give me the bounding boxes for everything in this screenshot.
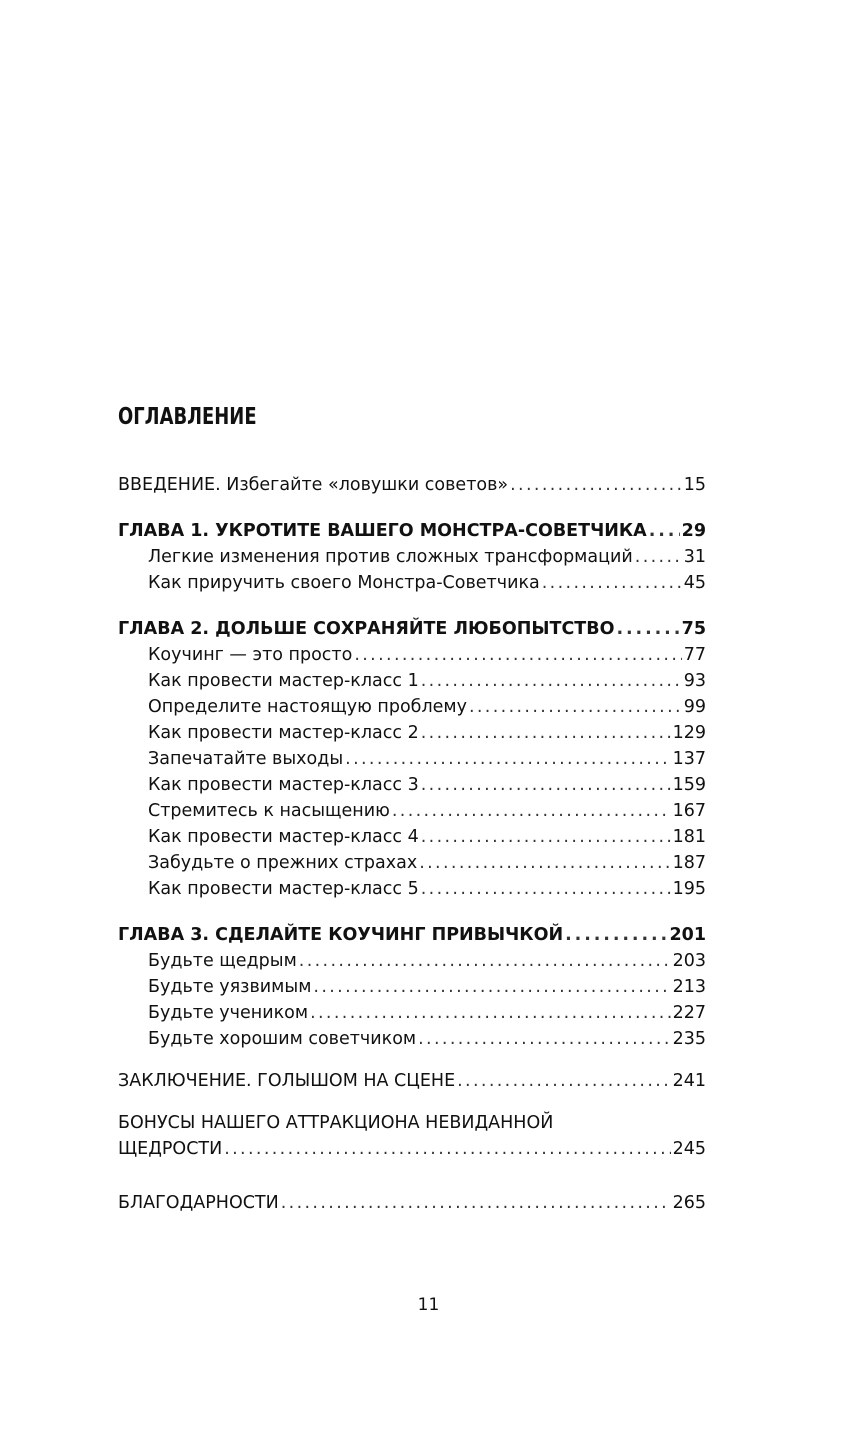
toc-item-title: Будьте уязвимым: [148, 977, 312, 997]
leader-dots: [354, 642, 681, 668]
toc-item-page: 137: [672, 749, 706, 769]
toc-item-page: 227: [672, 1003, 706, 1023]
toc-item-page: 159: [672, 775, 706, 795]
toc-entry-bonuses[interactable]: [118, 1110, 706, 1162]
leader-dots: [469, 694, 682, 720]
toc-item-page: 195: [672, 879, 706, 899]
leader-dots: [418, 1026, 670, 1052]
toc-entry-page: 241: [672, 1071, 706, 1091]
toc-item-title: Как провести мастер-класс 3: [148, 775, 419, 795]
toc-item-title: Как провести мастер-класс 5: [148, 879, 419, 899]
toc-item-title: Будьте щедрым: [148, 951, 297, 971]
table-of-contents: [118, 472, 706, 1216]
toc-item-title: Стремитесь к насыщению: [148, 801, 390, 821]
leader-dots: [421, 824, 671, 850]
leader-dots: [421, 772, 671, 798]
leader-dots: [313, 974, 670, 1000]
leader-dots: [345, 746, 670, 772]
toc-item-page: 181: [672, 827, 706, 847]
leader-dots: [310, 1000, 671, 1026]
toc-item-page: 129: [672, 723, 706, 743]
leader-dots: [392, 798, 671, 824]
toc-chapter-2[interactable]: [118, 616, 706, 642]
leader-dots: [421, 668, 682, 694]
toc-item-title: Запечатайте выходы: [148, 749, 344, 769]
toc-item[interactable]: [118, 720, 706, 746]
toc-chapter-3[interactable]: [118, 922, 706, 948]
toc-item-title: Как провести мастер-класс 2: [148, 723, 419, 743]
leader-dots: [421, 720, 671, 746]
leader-dots: [419, 850, 670, 876]
toc-item-page: 99: [683, 697, 706, 717]
toc-item[interactable]: [118, 876, 706, 902]
toc-item[interactable]: [118, 850, 706, 876]
toc-item-page: 31: [683, 547, 706, 567]
toc-heading: ОГЛАВЛЕНИЕ: [118, 404, 257, 430]
toc-item-title: Забудьте о прежних страхах: [148, 853, 418, 873]
toc-item[interactable]: [118, 772, 706, 798]
toc-item[interactable]: [118, 824, 706, 850]
toc-item[interactable]: [118, 544, 706, 570]
toc-item-title: Как приручить своего Монстра-Советчика: [148, 573, 540, 593]
toc-entry-thanks[interactable]: [118, 1190, 706, 1216]
toc-item[interactable]: [118, 746, 706, 772]
leader-dots: [649, 518, 680, 544]
leader-dots: [299, 948, 671, 974]
toc-entry-page: 265: [672, 1193, 706, 1213]
leader-dots: [542, 570, 682, 596]
toc-entry-intro[interactable]: [118, 472, 706, 498]
toc-item[interactable]: [118, 1000, 706, 1026]
toc-item-page: 235: [672, 1029, 706, 1049]
toc-item-title: Определите настоящую проблему: [148, 697, 467, 717]
toc-entry-page: 245: [672, 1139, 706, 1159]
toc-item-title: Как провести мастер-класс 4: [148, 827, 419, 847]
toc-item[interactable]: [118, 974, 706, 1000]
toc-entry-conclusion[interactable]: [118, 1068, 706, 1094]
toc-item-title: Легкие изменения против сложных трансформаций: [148, 547, 633, 567]
toc-item-page: 45: [683, 573, 706, 593]
toc-item[interactable]: [118, 948, 706, 974]
leader-dots: [635, 544, 682, 570]
toc-entry-title: БЛАГОДАРНОСТИ: [118, 1193, 279, 1213]
toc-item-page: 167: [672, 801, 706, 821]
toc-chapter-title: ГЛАВА 3. СДЕЛАЙТЕ КОУЧИНГ ПРИВЫЧКОЙ: [118, 925, 564, 945]
toc-item-page: 213: [672, 977, 706, 997]
leader-dots: [565, 922, 667, 948]
toc-item[interactable]: [118, 642, 706, 668]
leader-dots: [457, 1068, 670, 1094]
toc-item-title: Коучинг — это просто: [148, 645, 353, 665]
toc-chapter-page: 75: [681, 619, 706, 639]
toc-entry-title-line1: БОНУСЫ НАШЕГО АТТРАКЦИОНА НЕВИДАННОЙ: [118, 1113, 554, 1133]
toc-chapter-1[interactable]: [118, 518, 706, 544]
toc-item-page: 203: [672, 951, 706, 971]
page-number: 11: [417, 1295, 440, 1315]
toc-item[interactable]: [118, 570, 706, 596]
toc-chapter-page: 29: [681, 521, 706, 541]
toc-chapter-title: ГЛАВА 1. УКРОТИТЕ ВАШЕГО МОНСТРА-СОВЕТЧИКА: [118, 521, 647, 541]
leader-dots: [616, 616, 679, 642]
toc-item-page: 93: [683, 671, 706, 691]
toc-item-title: Как провести мастер-класс 1: [148, 671, 419, 691]
leader-dots: [510, 472, 682, 498]
toc-entry-title-line2: ЩЕДРОСТИ: [118, 1139, 223, 1159]
toc-chapter-title: ГЛАВА 2. ДОЛЬШЕ СОХРАНЯЙТЕ ЛЮБОПЫТСТВО: [118, 619, 615, 639]
toc-entry-page: 15: [683, 475, 706, 495]
toc-item[interactable]: [118, 694, 706, 720]
toc-chapter-page: 201: [669, 925, 706, 945]
leader-dots: [421, 876, 671, 902]
toc-item-title: Будьте хорошим советчиком: [148, 1029, 417, 1049]
leader-dots: [224, 1136, 670, 1162]
leader-dots: [281, 1190, 671, 1216]
toc-entry-title: ЗАКЛЮЧЕНИЕ. ГОЛЫШОМ НА СЦЕНЕ: [118, 1071, 456, 1091]
toc-item[interactable]: [118, 1026, 706, 1052]
toc-item-page: 187: [672, 853, 706, 873]
toc-item-title: Будьте учеником: [148, 1003, 309, 1023]
toc-item[interactable]: [118, 798, 706, 824]
toc-item-page: 77: [683, 645, 706, 665]
toc-item[interactable]: [118, 668, 706, 694]
toc-entry-title: ВВЕДЕНИЕ. Избегайте «ловушки советов»: [118, 475, 509, 495]
